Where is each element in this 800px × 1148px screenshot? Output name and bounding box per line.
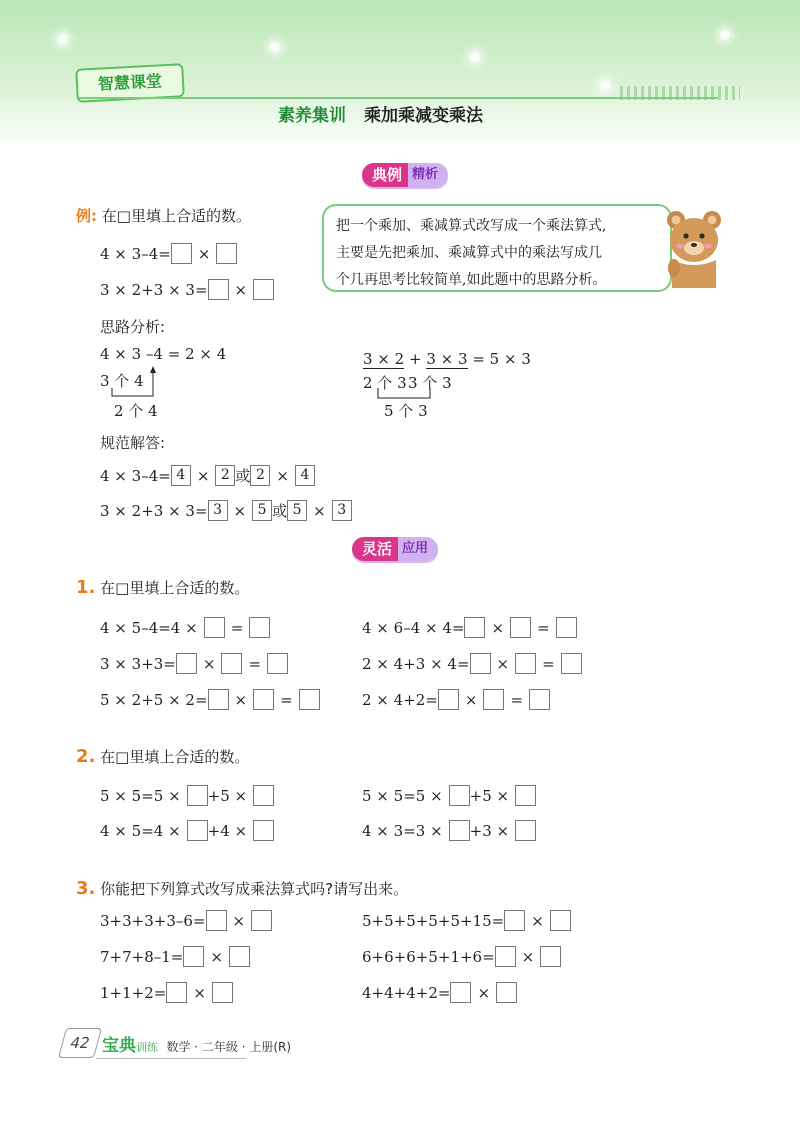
answer-box[interactable]: [212, 982, 233, 1003]
analysis-label: 思路分析:: [100, 318, 166, 336]
times-sign: ×: [197, 244, 211, 263]
term: 3 × 3: [426, 350, 468, 368]
sparkle-decoration: [470, 52, 480, 62]
times-sign: ×: [210, 947, 223, 966]
answer-box[interactable]: [206, 910, 227, 931]
equals-sign: =: [537, 618, 550, 637]
expr: 4 × 6–4 × 4=: [362, 618, 465, 637]
exercise-1-heading: [76, 577, 249, 598]
analysis-1-bracket: [100, 364, 160, 404]
expr: 1+1+2=: [100, 983, 167, 1002]
expr: 3 × 2+3 × 3=: [100, 280, 208, 299]
badge-part-a: 典例: [362, 163, 408, 187]
expr: 5 × 5=5 ×: [100, 786, 181, 805]
bear-mascot-icon: [664, 208, 724, 288]
expr: +5 ×: [207, 786, 248, 805]
answer-box[interactable]: [510, 617, 531, 638]
solution-2: [100, 500, 352, 521]
answer-box[interactable]: [253, 279, 274, 300]
times-sign: ×: [477, 983, 491, 1002]
tip-line: 把一个乘加、乘减算式改写成一个乘法算式,: [336, 218, 607, 234]
sparkle-decoration: [58, 34, 68, 44]
analysis-1-equation: 4 × 3 –4 = 2 × 4: [100, 345, 227, 363]
exercise-3-heading: [76, 878, 408, 899]
answer-box[interactable]: [529, 689, 550, 710]
answer-box[interactable]: [550, 910, 571, 931]
answer-box[interactable]: [183, 946, 204, 967]
ex1-right-row-3: [362, 689, 550, 710]
times-sign: ×: [276, 466, 289, 485]
filled-box: 3: [332, 500, 352, 521]
ex1-right-row-1: [362, 617, 577, 638]
ex1-left-row-1: [100, 617, 270, 638]
tip-bubble: [322, 204, 672, 292]
filled-box: 5: [287, 500, 307, 521]
exercise-instruction: 你能把下列算式改写成乘法算式吗?请写出来。: [100, 880, 409, 898]
answer-box[interactable]: [515, 820, 536, 841]
answer-box[interactable]: [229, 946, 250, 967]
ex3-left-row-3: [100, 982, 233, 1003]
times-sign: ×: [232, 911, 246, 930]
solution-1: [100, 465, 315, 486]
exercise-instruction: 在□里填上合适的数。: [100, 748, 250, 766]
times-sign: ×: [234, 280, 248, 299]
example-label: 例:: [76, 207, 97, 225]
analysis-2-equation: [363, 350, 531, 368]
title-main: 素养集训: [278, 106, 346, 126]
answer-box[interactable]: [171, 243, 192, 264]
footer-brand: [102, 1031, 291, 1056]
page-title: [278, 101, 538, 126]
sparkle-decoration: [720, 30, 730, 40]
page-number: 42: [58, 1028, 102, 1058]
times-sign: ×: [234, 690, 248, 709]
expr: 5 × 2+5 × 2=: [100, 690, 208, 709]
filled-box: 5: [252, 500, 272, 521]
expr: 6+6+6+5+1+6=: [362, 947, 495, 966]
ex1-left-row-3: [100, 689, 320, 710]
footer-subject: 数学 · 二年级 · 上册(R): [166, 1040, 292, 1054]
answer-box[interactable]: [251, 910, 272, 931]
expr: 5+5+5+5+5+15=: [362, 911, 505, 930]
footer-divider: [96, 1058, 246, 1059]
ex3-left-row-2: [100, 946, 250, 967]
expr: 3 × 3+3=: [100, 654, 176, 673]
times-sign: ×: [313, 501, 326, 520]
exercise-number: 2.: [76, 746, 96, 767]
ex2-left-row-1: [100, 785, 274, 806]
sparkle-decoration: [270, 42, 280, 52]
times-sign: ×: [193, 983, 206, 1002]
analysis-1-label-top: 3 个 4: [100, 372, 144, 390]
ex2-right-row-1: [362, 785, 536, 806]
answer-box[interactable]: [540, 946, 561, 967]
answer-box[interactable]: [208, 689, 229, 710]
exercise-instruction: 在□里填上合适的数。: [100, 579, 250, 597]
brand-main: 宝典: [102, 1036, 136, 1056]
expr: 3+3+3+3–6=: [100, 911, 206, 930]
expr: 4+4+4+2=: [362, 983, 451, 1002]
filled-box: 4: [295, 465, 315, 486]
header-divider: [78, 97, 718, 99]
or-word: 或: [235, 467, 251, 485]
answer-box[interactable]: [515, 653, 536, 674]
times-sign: ×: [202, 654, 216, 673]
badge-part-b: 应用: [398, 537, 438, 561]
equals-sign: =: [280, 690, 293, 709]
plus-sign: +: [408, 350, 422, 368]
answer-box[interactable]: [166, 982, 187, 1003]
answer-box[interactable]: [221, 653, 242, 674]
answer-box[interactable]: [449, 785, 470, 806]
answer-box[interactable]: [450, 982, 471, 1003]
equals-sign: =: [248, 654, 262, 673]
expr: +3 ×: [469, 821, 510, 840]
times-sign: ×: [521, 947, 535, 966]
filled-box: 2: [250, 465, 270, 486]
example-question-2: [100, 279, 274, 300]
answer-box[interactable]: [561, 653, 582, 674]
analysis-2-label-3: 5 个 3: [384, 402, 428, 420]
ex3-right-row-2: [362, 946, 561, 967]
times-sign: ×: [491, 618, 505, 637]
ex3-right-row-3: [362, 982, 517, 1003]
equals-sign: =: [542, 654, 555, 673]
analysis-2-label-1: 2 个 3: [363, 374, 407, 392]
expr: 3 × 2+3 × 3=: [100, 501, 208, 520]
ex2-right-row-2: [362, 820, 536, 841]
answer-box[interactable]: [495, 946, 516, 967]
answer-box[interactable]: [556, 617, 577, 638]
expr: +4 ×: [207, 821, 248, 840]
term: 3 × 2: [363, 350, 405, 368]
header-tag: 智慧课堂: [75, 63, 185, 103]
times-sign: ×: [233, 501, 247, 520]
answer-box[interactable]: [216, 243, 237, 264]
example-question-1: [100, 243, 237, 264]
answer-box[interactable]: [483, 689, 504, 710]
expr: 4 × 5=4 ×: [100, 821, 181, 840]
tip-line: 个几再思考比较简单,如此题中的思路分析。: [336, 272, 607, 288]
analysis-1-label-bottom: 2 个 4: [114, 402, 158, 420]
answer-box[interactable]: [496, 982, 517, 1003]
expr: 4 × 3=3 ×: [362, 821, 443, 840]
expr: 2 × 4+2=: [362, 690, 438, 709]
section-badge-example: [362, 163, 448, 187]
expr: 4 × 3–4=: [100, 244, 171, 263]
answer-box[interactable]: [267, 653, 288, 674]
exercise-number: 1.: [76, 577, 96, 598]
filled-box: 2: [215, 465, 235, 486]
answer-box[interactable]: [204, 617, 225, 638]
rest: = 5 × 3: [472, 350, 531, 368]
answer-box[interactable]: [449, 820, 470, 841]
or-word: 或: [272, 502, 288, 520]
answer-box[interactable]: [253, 820, 274, 841]
section-badge-practice: [352, 537, 438, 561]
answer-box[interactable]: [253, 785, 274, 806]
analysis-2-label-2: 3 个 3: [408, 374, 452, 392]
ex3-left-row-1: [100, 910, 272, 931]
times-sign: ×: [496, 654, 510, 673]
answer-box[interactable]: [470, 653, 491, 674]
expr: 4 × 5–4=4 ×: [100, 618, 198, 637]
answer-box[interactable]: [249, 617, 270, 638]
answer-box[interactable]: [438, 689, 459, 710]
ex2-left-row-2: [100, 820, 274, 841]
exercise-2-heading: [76, 746, 249, 767]
expr: 7+7+8–1=: [100, 947, 184, 966]
equals-sign: =: [510, 690, 524, 709]
example-instruction: 在□里填上合适的数。: [101, 207, 251, 225]
answer-box[interactable]: [515, 785, 536, 806]
answer-box[interactable]: [176, 653, 197, 674]
badge-part-b: 精析: [408, 163, 448, 187]
solution-label: 规范解答:: [100, 434, 166, 452]
answer-box[interactable]: [187, 820, 208, 841]
ex1-right-row-2: [362, 653, 582, 674]
tip-line: 主要是先把乘加、乘减算式中的乘法写成几: [336, 245, 602, 261]
expr: 5 × 5=5 ×: [362, 786, 443, 805]
answer-box[interactable]: [299, 689, 320, 710]
filled-box: 4: [171, 465, 191, 486]
title-sub: 乘加乘减变乘法: [364, 106, 483, 126]
ex3-right-row-1: [362, 910, 571, 931]
answer-box[interactable]: [464, 617, 485, 638]
expr: +5 ×: [469, 786, 510, 805]
brand-sub: 训练: [136, 1041, 158, 1054]
example-heading: [76, 205, 251, 226]
filled-box: 3: [208, 500, 228, 521]
times-sign: ×: [464, 690, 478, 709]
times-sign: ×: [196, 466, 210, 485]
sparkle-decoration: [600, 80, 610, 90]
equals-sign: =: [230, 618, 244, 637]
answer-box[interactable]: [253, 689, 274, 710]
badge-part-a: 灵活: [352, 537, 398, 561]
ex1-left-row-2: [100, 653, 288, 674]
answer-box[interactable]: [187, 785, 208, 806]
expr: 2 × 4+3 × 4=: [362, 654, 470, 673]
exercise-number: 3.: [76, 878, 96, 899]
times-sign: ×: [531, 911, 544, 930]
answer-box[interactable]: [208, 279, 229, 300]
expr: 4 × 3–4=: [100, 466, 171, 485]
answer-box[interactable]: [504, 910, 525, 931]
